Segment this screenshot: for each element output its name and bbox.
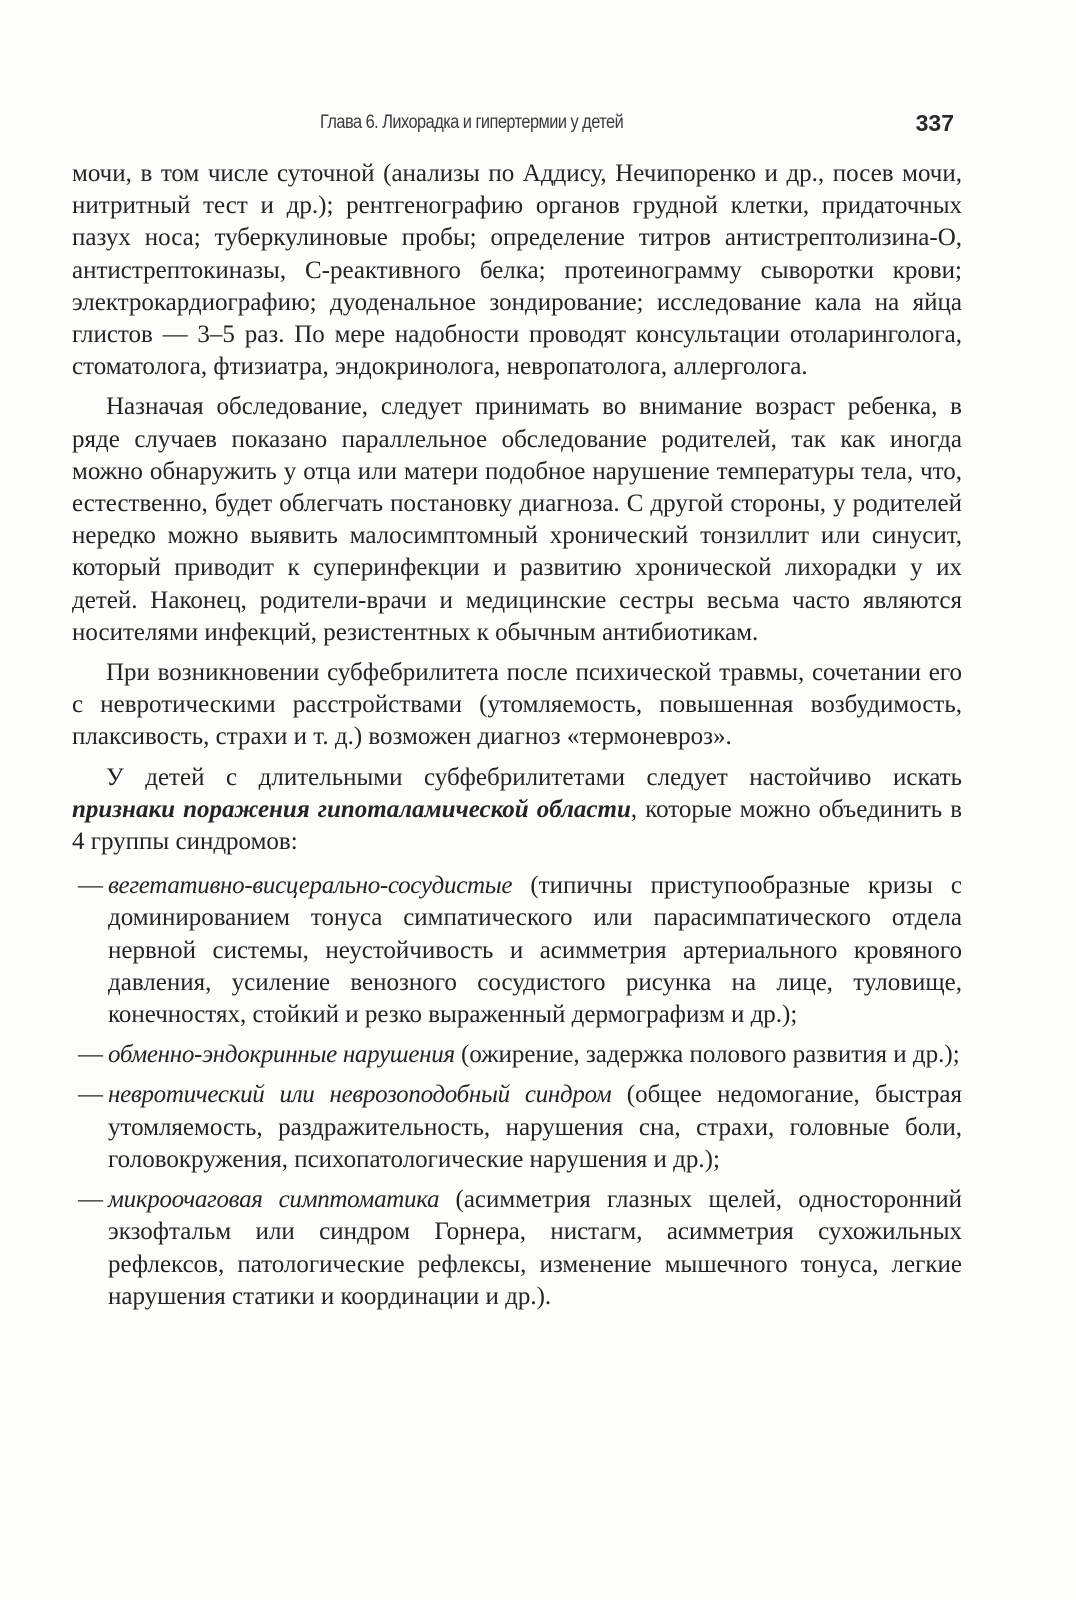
list-text: (типичны приступообразные кризы с доминированием тонуса симпатического или парасимпатического отдела нервной системы, неустойчивость и асимметрия артериального кровяного давления, усиление венозного сосудистого рисунка на лице, туловище, конечностях, стойкий и резко выраженный дермографизм и др.); (108, 872, 962, 1029)
list-term: микроочаговая симптоматика (108, 1186, 440, 1214)
list-item (72, 870, 962, 1031)
page-number: 337 (915, 110, 954, 136)
list-item (72, 1039, 962, 1071)
body-text (72, 158, 962, 1313)
list-text: (ожирение, задержка полового развития и др.); (454, 1041, 960, 1069)
list-dash: — (78, 872, 103, 900)
paragraph-examination: Назначая обследование, следует принимать во внимание возраст ребенка, в ряде случаев показано параллельное обследование родителей, так как иногда можно обнаружить у отца или матери подобное нарушение температуры тела, что, естественно, будет облегчать постановку диагноза. С другой стороны, у родителей нередко можно выявить малосимптомный хронический тонзиллит или синусит, который приводит к суперинфекции и развитию хронической лихорадки у их детей. Наконец, родители-врачи и медицинские сестры весьма часто являются носителями инфекций, резистентных к обычным антибиотикам. (72, 393, 962, 646)
paragraph-thermoneurosis: При возникновении субфебрилитета после психической травмы, сочетании его с невротическими расстройствами (утомляемость, повышенная возбудимость, плаксивость, страхи и т. д.) возможен диагноз «термоневроз». (72, 659, 962, 751)
bold-term: признаки поражения гипоталамической области (72, 795, 631, 823)
list-term: вегетативно-висцерально-сосудистые (108, 872, 513, 900)
list-term: обменно-эндокринные нарушения (108, 1041, 455, 1069)
list-dash: — (78, 1041, 103, 1069)
list-term: невротический или неврозоподобный синдром (108, 1081, 612, 1109)
list-text: (асимметрия глазных щелей, односторонний экзофтальм или синдром Горнера, нистагм, асимметрия сухожильных рефлексов, патологические рефлексы, изменение мышечного тонуса, легкие нарушения статики и координации и др.). (108, 1186, 962, 1310)
paragraph-continuation: мочи, в том числе суточной (анализы по Аддису, Нечипоренко и др., посев мочи, нитритный тест и др.); рентгенографию органов грудной клетки, придаточных пазух носа; туберкулиновые пробы; определение титров антистрептолизина-О, антистрептокиназы, С-реактивного белка; протеинограмму сыворотки крови; электрокардиографию; дуоденальное зондирование; исследование кала на яйца глистов — 3–5 раз. По мере надобности проводят консультации отоларинголога, стоматолога, фтизиатра, эндокринолога, невропатолога, аллерголога. (72, 160, 962, 381)
running-head (72, 112, 962, 142)
list-dash: — (78, 1186, 103, 1214)
list-dash: — (78, 1081, 103, 1109)
list-item (72, 1184, 962, 1313)
chapter-title: Глава 6. Лихорадка и гипертермии у детей (320, 112, 624, 133)
intro-text-after: , которые можно объединить в 4 группы синдромов: (72, 795, 963, 856)
syndrome-list (72, 870, 962, 1313)
list-text: (общее недомогание, быстрая утомляемость, раздражительность, нарушения сна, страхи, головные боли, головокружения, психопатологические нарушения и др.); (108, 1081, 962, 1173)
paragraph-hypothalamic-intro (72, 762, 962, 859)
intro-text-before: У детей с длительными субфебрилитетами следует настойчиво искать (106, 763, 962, 791)
list-item (72, 1079, 962, 1176)
